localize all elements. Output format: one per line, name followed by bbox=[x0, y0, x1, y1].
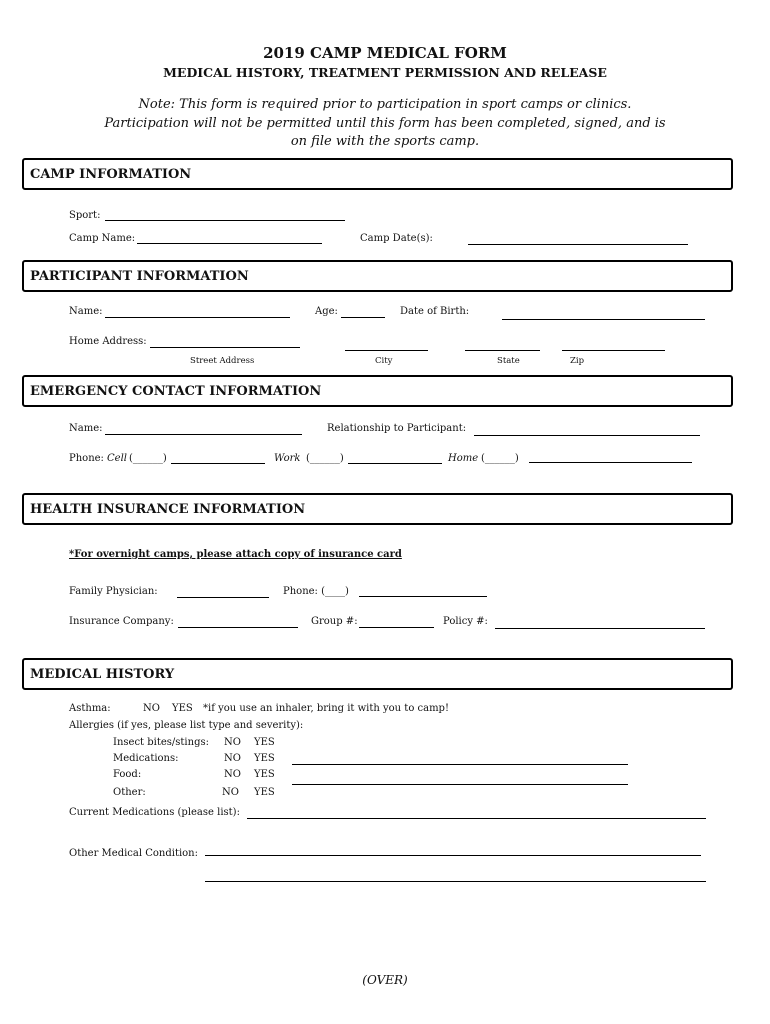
emergency-name-field[interactable] bbox=[105, 434, 302, 435]
medications-no-option[interactable]: NO bbox=[224, 753, 241, 764]
asthma-label: Asthma: bbox=[69, 703, 111, 714]
work-label: Work bbox=[274, 453, 301, 464]
medications-allergy-field[interactable] bbox=[292, 764, 628, 765]
section-heading: MEDICAL HISTORY bbox=[30, 667, 175, 682]
asthma-no-option[interactable]: NO bbox=[143, 703, 160, 714]
home-phone-field[interactable] bbox=[529, 462, 692, 463]
physician-phone-field[interactable] bbox=[359, 596, 487, 597]
phone-label: Phone: bbox=[69, 453, 104, 464]
participant-information-header bbox=[22, 260, 733, 292]
food-yes-option[interactable]: YES bbox=[254, 769, 275, 780]
zip-caption: Zip bbox=[570, 356, 585, 366]
insect-no-option[interactable]: NO bbox=[224, 737, 241, 748]
state-caption: State bbox=[497, 356, 520, 366]
food-no-option[interactable]: NO bbox=[224, 769, 241, 780]
insurance-company-label: Insurance Company: bbox=[69, 616, 174, 627]
age-label: Age: bbox=[315, 306, 338, 317]
note-line-1: Note: This form is required prior to participation in sport camps or clinics. bbox=[138, 97, 632, 112]
policy-field[interactable] bbox=[495, 628, 705, 629]
current-medications-label: Current Medications (please list): bbox=[69, 807, 240, 818]
medications-yes-option[interactable]: YES bbox=[254, 753, 275, 764]
cell-phone-field[interactable] bbox=[171, 463, 265, 464]
form-subtitle: MEDICAL HISTORY, TREATMENT PERMISSION AND RELEASE bbox=[163, 65, 607, 80]
health-insurance-header bbox=[22, 493, 733, 525]
camp-dates-label: Camp Date(s): bbox=[360, 233, 433, 244]
dob-label: Date of Birth: bbox=[400, 306, 470, 317]
relationship-label: Relationship to Participant: bbox=[327, 423, 467, 434]
camp-name-field[interactable] bbox=[137, 243, 322, 244]
overnight-note: *For overnight camps, please attach copy of insurance card bbox=[69, 549, 402, 560]
other-condition-label: Other Medical Condition: bbox=[69, 848, 198, 859]
physician-phone-label: Phone: (____) bbox=[283, 586, 349, 597]
other-condition-field-1[interactable] bbox=[205, 855, 701, 856]
zip-field[interactable] bbox=[562, 350, 665, 351]
relationship-field[interactable] bbox=[474, 435, 700, 436]
home-area-code[interactable]: (______) bbox=[481, 453, 519, 464]
cell-area-code[interactable]: (______) bbox=[129, 453, 167, 464]
form-title: 2019 CAMP MEDICAL FORM bbox=[263, 44, 507, 62]
food-allergy-label: Food: bbox=[113, 769, 142, 780]
allergies-label: Allergies (if yes, please list type and severity): bbox=[69, 720, 304, 731]
group-field[interactable] bbox=[359, 627, 434, 628]
participant-name-label: Name: bbox=[69, 306, 103, 317]
work-phone-field[interactable] bbox=[348, 463, 442, 464]
insect-yes-option[interactable]: YES bbox=[254, 737, 275, 748]
camp-information-header bbox=[22, 158, 733, 190]
street-address-field[interactable] bbox=[150, 347, 300, 348]
group-label: Group #: bbox=[311, 616, 358, 627]
medications-allergy-label: Medications: bbox=[113, 753, 179, 764]
section-heading: HEALTH INSURANCE INFORMATION bbox=[30, 502, 306, 517]
home-address-label: Home Address: bbox=[69, 336, 147, 347]
insect-bites-label: Insect bites/stings: bbox=[113, 737, 209, 748]
street-address-caption: Street Address bbox=[190, 356, 255, 366]
other-condition-field-2[interactable] bbox=[205, 881, 706, 882]
policy-label: Policy #: bbox=[443, 616, 488, 627]
emergency-name-label: Name: bbox=[69, 423, 103, 434]
physician-field[interactable] bbox=[177, 597, 269, 598]
state-field[interactable] bbox=[465, 350, 540, 351]
camp-name-label: Camp Name: bbox=[69, 233, 136, 244]
city-field[interactable] bbox=[345, 350, 428, 351]
age-field[interactable] bbox=[341, 317, 385, 318]
section-heading: EMERGENCY CONTACT INFORMATION bbox=[30, 384, 322, 399]
participant-name-field[interactable] bbox=[105, 317, 290, 318]
food-allergy-field[interactable] bbox=[292, 784, 628, 785]
current-medications-field[interactable] bbox=[247, 818, 706, 819]
emergency-contact-header bbox=[22, 375, 733, 407]
medical-history-header bbox=[22, 658, 733, 690]
note-line-2: Participation will not be permitted until this form has been completed, signed, and is bbox=[104, 116, 666, 131]
physician-label: Family Physician: bbox=[69, 586, 158, 597]
city-caption: City bbox=[375, 356, 393, 366]
note-line-3: on file with the sports camp. bbox=[290, 134, 480, 149]
dob-field[interactable] bbox=[502, 319, 705, 320]
inhaler-note: *if you use an inhaler, bring it with you to camp! bbox=[203, 703, 449, 714]
sport-field[interactable] bbox=[105, 220, 345, 221]
cell-label: Cell bbox=[107, 453, 127, 464]
section-heading: CAMP INFORMATION bbox=[30, 167, 192, 182]
other-allergy-label: Other: bbox=[113, 787, 146, 798]
sport-label: Sport: bbox=[69, 210, 101, 221]
section-heading: PARTICIPANT INFORMATION bbox=[30, 269, 249, 284]
insurance-company-field[interactable] bbox=[178, 627, 298, 628]
work-area-code[interactable]: (______) bbox=[306, 453, 344, 464]
asthma-yes-option[interactable]: YES bbox=[172, 703, 193, 714]
over-indicator: (OVER) bbox=[362, 973, 408, 987]
other-no-option[interactable]: NO bbox=[222, 787, 239, 798]
home-label: Home bbox=[448, 453, 479, 464]
other-yes-option[interactable]: YES bbox=[254, 787, 275, 798]
camp-dates-field[interactable] bbox=[468, 244, 688, 245]
